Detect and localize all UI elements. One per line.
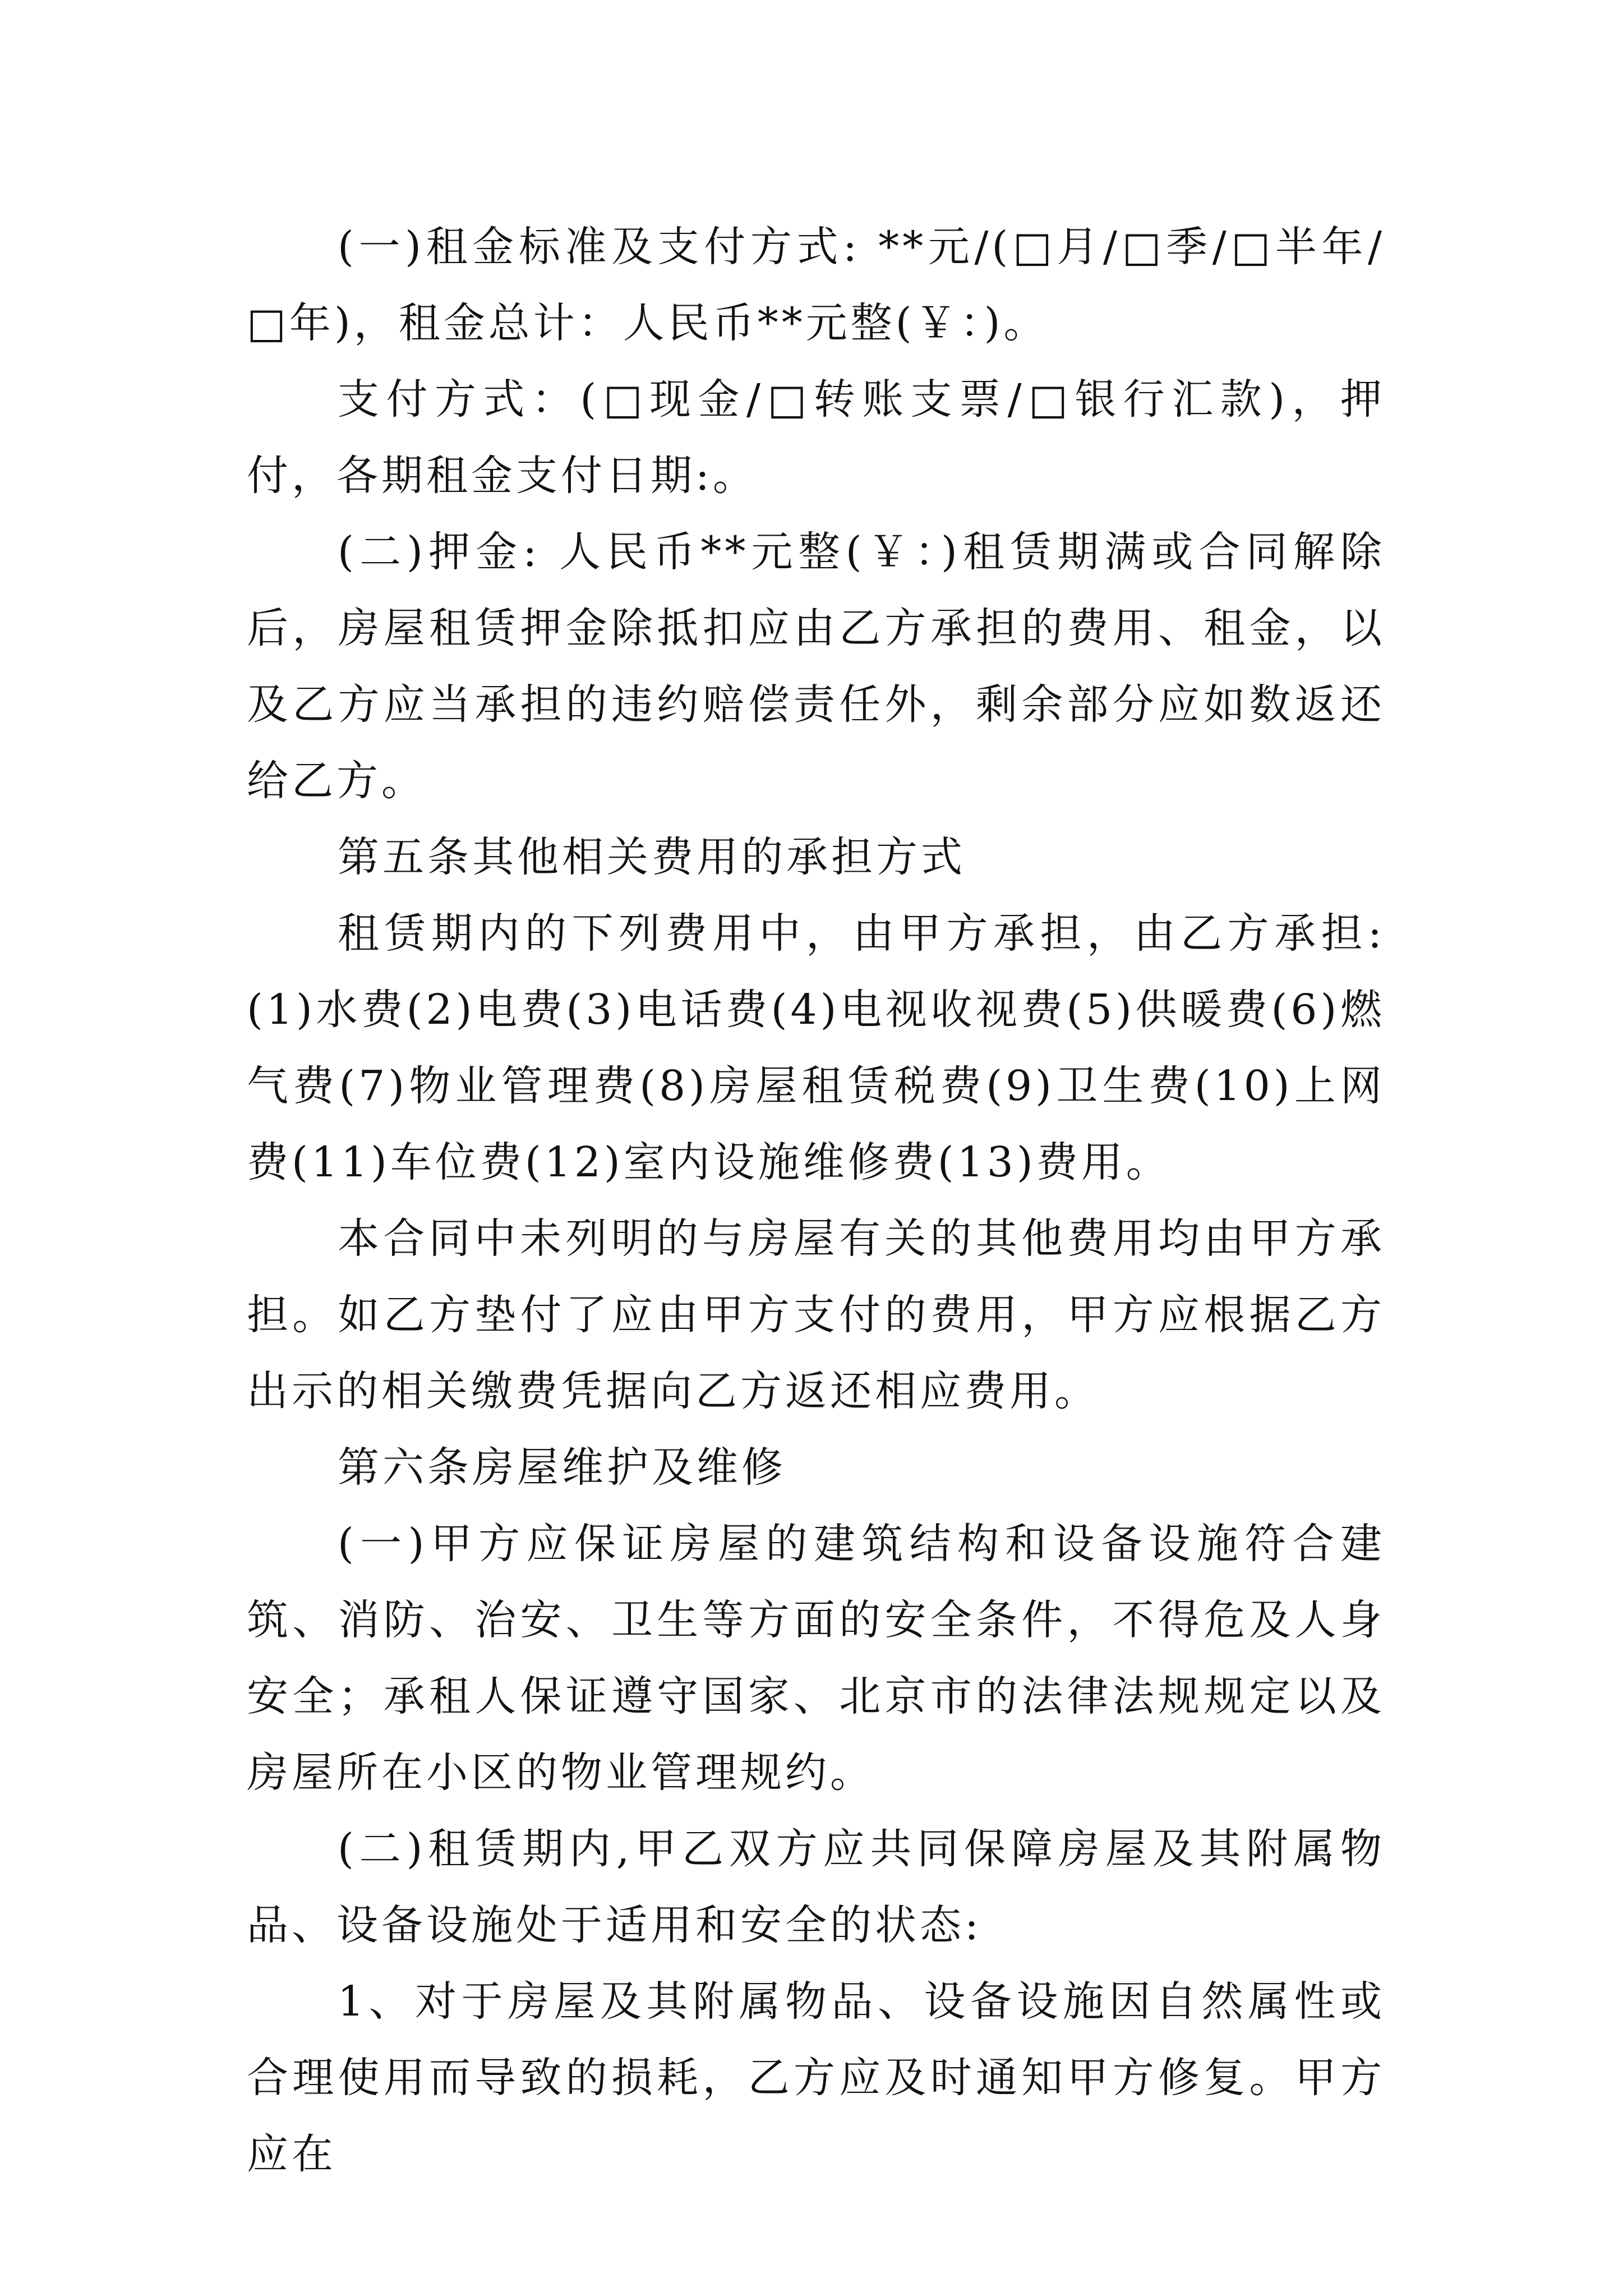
paragraph-other-fees: 本合同中未列明的与房屋有关的其他费用均由甲方承担。如乙方垫付了应由甲方支付的费用，甲方应根据乙方出示的相关缴费凭据向乙方返还相应费用。 [247, 1214, 1385, 1415]
paragraph-joint-maintenance: (二)租赁期内,甲乙双方应共同保障房屋及其附属物品、设备设施处于适用和安全的状态: [247, 1825, 1385, 1949]
paragraph-deposit: (二)押金: 人民币**元整(￥：)租赁期满或合同解除后，房屋租赁押金除抵扣应由乙方承担的费用、租金，以及乙方应当承担的违约赔偿责任外，剩余部分应如数返还给乙方。 [247, 528, 1385, 805]
paragraph-payment-method: 支付方式：(□现金/□转账支票/□银行汇款)，押付，各期租金支付日期:。 [247, 375, 1385, 500]
paragraph-safety-conditions: (一)甲方应保证房屋的建筑结构和设备设施符合建筑、消防、治安、卫生等方面的安全条件，不得危及人身安全；承租人保证遵守国家、北京市的法律法规规定以及房屋所在小区的物业管理规约。 [247, 1520, 1385, 1797]
paragraph-fee-list: 租赁期内的下列费用中，由甲方承担，由乙方承担: (1)水费(2)电费(3)电话费(4)电视收视费(5)供暖费(6)燃气费(7)物业管理费(8)房屋租赁税费(9)卫生费(10)上网费(11)车位费(12)室内设施维修费(13)费用。 [247, 909, 1385, 1186]
heading-article-six: 第六条房屋维护及维修 [338, 1443, 786, 1492]
paragraph-repair-notice: 1、对于房屋及其附属物品、设备设施因自然属性或合理使用而导致的损耗，乙方应及时通知甲方修复。甲方应在 [247, 1977, 1385, 2178]
document-body [247, 209, 1385, 2192]
paragraph-rent-standard: (一)租金标准及支付方式: **元/(□月/□季/□半年/□年)，租金总计：人民币**元整(￥：)。 [247, 223, 1385, 347]
heading-article-five: 第五条其他相关费用的承担方式 [338, 833, 966, 881]
